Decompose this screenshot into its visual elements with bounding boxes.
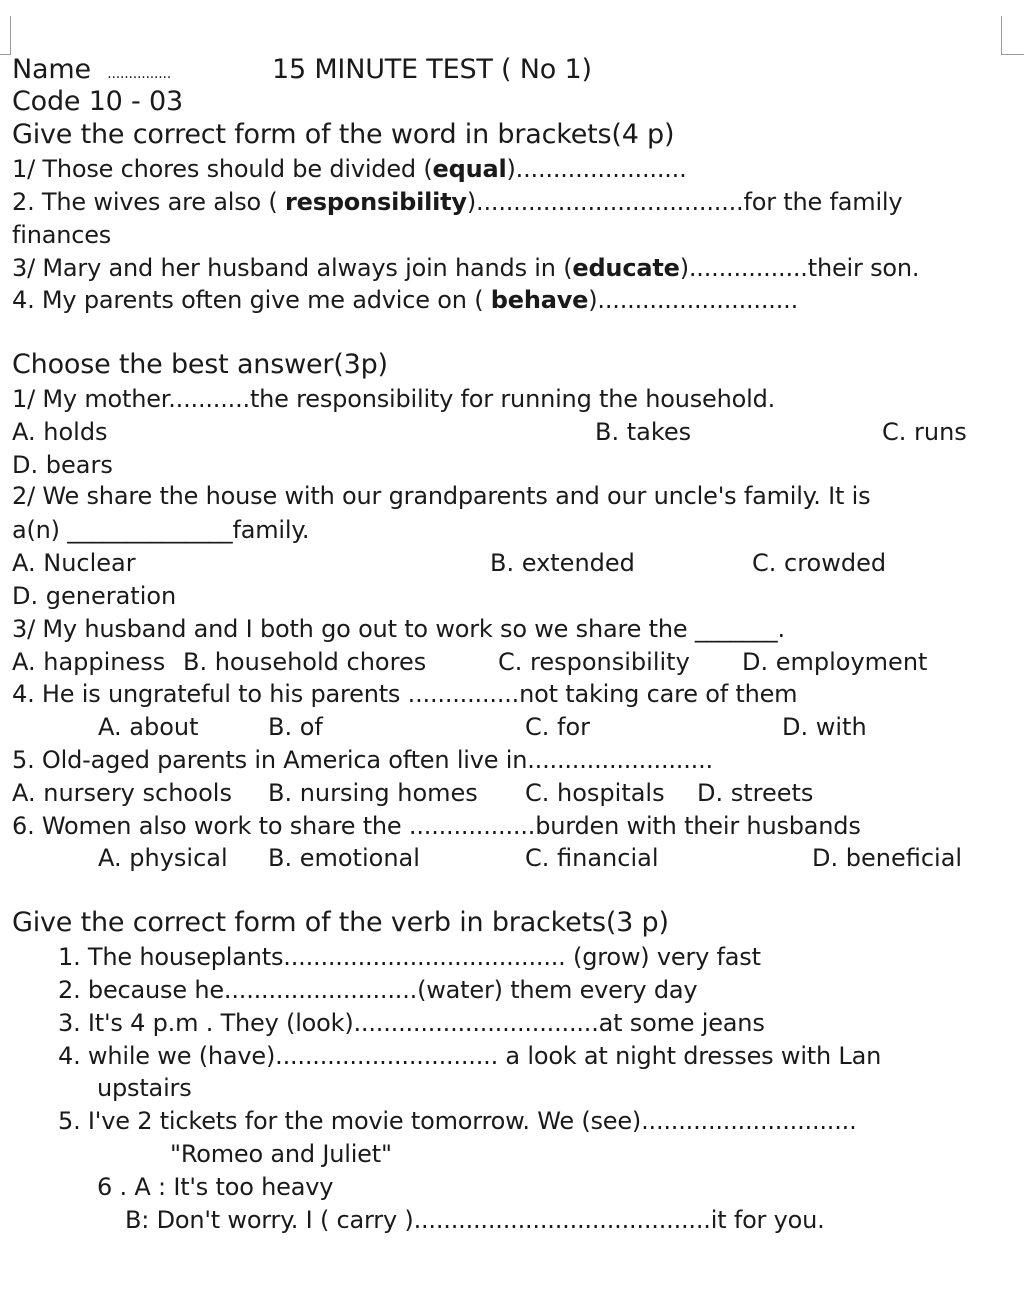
- s2-q3-option-b: B. household chores: [183, 648, 427, 676]
- section3-heading: Give the correct form of the verb in brackets(3 p): [12, 907, 669, 938]
- s3-item-6: 6 . A : It's too heavy: [97, 1173, 334, 1201]
- s1-question-3: 3/ Mary and her husband always join hands in (educate)................their son.: [12, 254, 920, 282]
- s3-item-6-b: B: Don't worry. I ( carry )........................................it for you.: [125, 1206, 825, 1234]
- s3-item-3: 3. It's 4 p.m . They (look).................................at some jeans: [58, 1009, 765, 1037]
- s3-item-2: 2. because he..........................(water) them every day: [58, 976, 698, 1004]
- s2-q2-option-d: D. generation: [12, 582, 177, 610]
- test-title: 15 MINUTE TEST ( No 1): [272, 54, 592, 85]
- page-corner-mark-left: [0, 16, 11, 55]
- name-line: [12, 55, 171, 89]
- page-corner-mark-right: [1001, 16, 1024, 55]
- s3-item-4: 4. while we (have).............................. a look at night dresses with Lan: [58, 1042, 882, 1070]
- s2-q6-option-a: A. physical: [98, 844, 228, 872]
- s2-q3-option-d: D. employment: [742, 648, 928, 676]
- s2-q5-option-c: C. hospitals: [525, 779, 665, 807]
- s2-q1-option-c: C. runs: [882, 418, 967, 446]
- name-label: Name: [12, 54, 91, 85]
- s2-q4-option-b: B. of: [268, 713, 323, 741]
- s1-question-1: 1/ Those chores should be divided (equal).......................: [12, 155, 687, 183]
- s2-q2-option-b: B. extended: [490, 549, 635, 577]
- s1-question-2-cont: finances: [12, 221, 112, 249]
- s2-q5-option-a: A. nursery schools: [12, 779, 232, 807]
- s2-question-2-cont: a(n) ______________family.: [12, 516, 310, 544]
- s2-q5-option-b: B. nursing homes: [268, 779, 478, 807]
- s3-item-5-cont: "Romeo and Juliet": [170, 1140, 392, 1168]
- section2-heading: Choose the best answer(3p): [12, 349, 388, 380]
- s2-q2-option-c: C. crowded: [752, 549, 887, 577]
- s2-q6-option-d: D. beneficial: [812, 844, 963, 872]
- name-blank: ...............: [107, 66, 172, 82]
- s2-q3-option-c: C. responsibility: [498, 648, 690, 676]
- s2-q5-option-d: D. streets: [697, 779, 814, 807]
- s2-question-4: 4. He is ungrateful to his parents ...............not taking care of them: [12, 680, 798, 708]
- s2-q4-option-a: A. about: [98, 713, 199, 741]
- s2-question-5: 5. Old-aged parents in America often live in.........................: [12, 746, 713, 774]
- s3-item-4-cont: upstairs: [97, 1074, 192, 1102]
- s2-q4-option-c: C. for: [525, 713, 591, 741]
- s2-question-2: 2/ We share the house with our grandparents and our uncle's family. It is: [12, 482, 871, 510]
- s2-q1-option-d: D. bears: [12, 451, 113, 479]
- s2-question-3: 3/ My husband and I both go out to work so we share the _______.: [12, 615, 785, 643]
- s2-q3-option-a: A. happiness: [12, 648, 166, 676]
- s2-question-1: 1/ My mother...........the responsibility for running the household.: [12, 385, 776, 413]
- section1-heading: Give the correct form of the word in brackets(4 p): [12, 119, 675, 150]
- test-code: Code 10 - 03: [12, 86, 183, 117]
- s2-q6-option-b: B. emotional: [268, 844, 420, 872]
- s2-question-6: 6. Women also work to share the .................burden with their husbands: [12, 812, 861, 840]
- s1-question-4: 4. My parents often give me advice on ( behave)...........................: [12, 286, 799, 314]
- s3-item-5: 5. I've 2 tickets for the movie tomorrow. We (see).............................: [58, 1107, 857, 1135]
- s1-question-2: 2. The wives are also ( responsibility)....................................for the family: [12, 188, 903, 216]
- s2-q1-option-b: B. takes: [595, 418, 692, 446]
- s3-item-1: 1. The houseplants...................................... (grow) very fast: [58, 943, 761, 971]
- s2-q4-option-d: D. with: [782, 713, 867, 741]
- s2-q1-option-a: A. holds: [12, 418, 108, 446]
- s2-q2-option-a: A. Nuclear: [12, 549, 136, 577]
- s2-q6-option-c: C. financial: [525, 844, 659, 872]
